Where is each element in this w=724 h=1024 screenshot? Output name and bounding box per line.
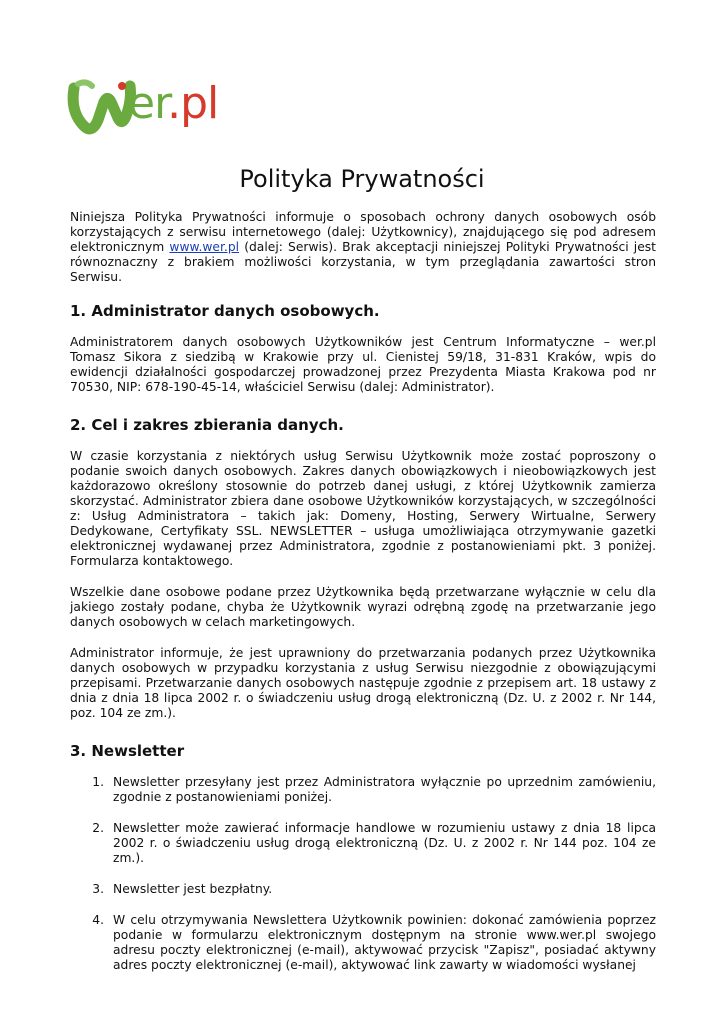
logo-er: er	[128, 78, 168, 129]
section-1-paragraph: Administratorem danych osobowych Użytkowników jest Centrum Informatyczne – wer.pl Tomasz Sikora z siedzibą w Krakowie przy ul. Cienistej 59/18, 31-831 Kraków, wpis do ewidencji działalności gospodarczej prowadzonej przez Prezydenta Miasta Krakowa pod nr 70530, NIP: 678-190-45-14, właściciel Serwisu (dalej: Administrator).	[70, 335, 656, 394]
page-title: Polityka Prywatności	[239, 165, 485, 193]
list-item-text: Newsletter przesyłany jest przez Administratora wyłącznie po uprzednim zamówieniu, zgodnie z postanowieniami poniżej.	[113, 775, 656, 804]
list-item-text: W celu otrzymywania Newslettera Użytkownik powinien: dokonać zamówienia poprzez podanie w formularzu elektronicznym dostępnym na stronie www.wer.pl swojego adresu poczty elektronicznej (e-mail), aktywować przycisk "Zapisz", posiadać aktywny adres poczty elektronicznej (e-mail), aktywować link zawarty w wiadomości wysłanej	[113, 913, 656, 972]
intro-text-start: Niniejsza Polityka Prywatności informuje o sposobach ochrony danych osobowych osób korzystających z serwisu internetowego (dalej: Użytkownicy), znajdującego się pod adresem elektronicznym	[70, 210, 656, 254]
list-item	[70, 882, 656, 897]
section-2-paragraph-3: Administrator informuje, że jest uprawniony do przetwarzania podanych przez Użytkownika danych osobowych w przypadku korzystania z usług Serwisu niezgodnie z obowiązującymi przepisami. Przetwarzanie danych osobowych następuje zgodnie z przepisem art. 18 ustawy z dnia z dnia 18 lipca 2002 r. o świadczeniu usług drogą elektroniczną (Dz. U. z 2002 r. Nr 144, poz. 104 ze zm.).	[70, 646, 656, 720]
list-item-number: 2.	[92, 821, 104, 835]
section-2-paragraph-1: W czasie korzystania z niektórych usług Serwisu Użytkownik może zostać poproszony o podanie swoich danych osobowych. Zakres danych obowiązkowych i nieobowiązkowych jest każdorazowo określony stosownie do potrzeb danej usługi, z której Użytkownik zamierza skorzystać. Administrator zbiera dane osobowe Użytkowników korzystających, w szczególności z: Usług Administratora – takich jak: Domeny, Hosting, Serwery Wirtualne, Serwery Dedykowane, Certyfikaty SSL. NEWSLETTER – usługa umożliwiająca otrzymywanie gazetki elektronicznej wydawanej przez Administratora, zgodnie z postanowieniami pkt. 3 poniżej. Formularza kontaktowego.	[70, 449, 656, 568]
newsletter-list	[70, 775, 656, 973]
section-1-heading: 1. Administrator danych osobowych.	[70, 302, 380, 320]
list-item	[70, 775, 656, 805]
intro-paragraph	[70, 210, 656, 285]
section-2-heading: 2. Cel i zakres zbierania danych.	[70, 416, 344, 434]
list-item-number: 4.	[92, 913, 104, 927]
list-item-number: 1.	[92, 775, 104, 789]
section-2-paragraph-2: Wszelkie dane osobowe podane przez Użytkownika będą przetwarzane wyłącznie w celu dla jakiego zostały podane, chyba że Użytkownik wyrazi odrębną zgodę na przetwarzanie jego danych osobowych w celach marketingowych.	[70, 585, 656, 629]
list-item	[70, 913, 656, 973]
wer-pl-link[interactable]: www.wer.pl	[169, 240, 240, 254]
list-item	[70, 821, 656, 866]
document-body	[70, 210, 656, 989]
list-item-number: 3.	[92, 882, 104, 896]
logo-wordmark	[128, 78, 218, 130]
wer-pl-logo	[66, 72, 246, 136]
intro-text-end: (dalej: Serwis). Brak akceptacji niniejszej Polityki Prywatności jest równoznaczny z brakiem możliwości korzystania, w tym przeglądania zawartości stron Serwisu.	[70, 240, 657, 284]
section-3-heading: 3. Newsletter	[70, 742, 185, 760]
list-item-text: Newsletter jest bezpłatny.	[113, 882, 273, 896]
list-item-text: Newsletter może zawierać informacje handlowe w rozumieniu ustawy z dnia 18 lipca 2002 r. o świadczeniu usług drogą elektroniczną (Dz. U. z 2002 r. Nr 144 poz. 104 ze zm.).	[113, 821, 656, 865]
logo-pl: .pl	[167, 78, 219, 129]
